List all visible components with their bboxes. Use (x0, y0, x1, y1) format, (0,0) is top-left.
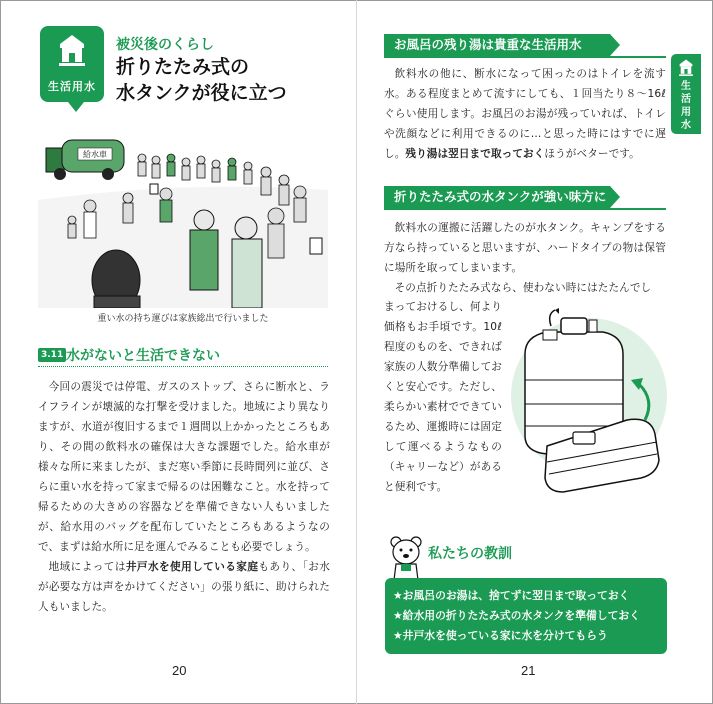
lesson-item: ★給水用の折りたたみ式の水タンクを準備しておく (393, 609, 640, 622)
water-tank-illustration (507, 296, 669, 508)
section-title: 水がないと生活できない (66, 348, 220, 364)
house-icon (678, 59, 694, 77)
heading-bath-water-underline (384, 56, 666, 58)
left-para2-before: 地域によっては (48, 561, 126, 573)
left-para2-after: もあり、「お水が必要な方は声をかけてください」の張り紙に、助けられた人もいました。 (38, 561, 330, 613)
chapter-title (116, 54, 287, 106)
right-paragraph-2: 飲料水の運搬に活躍したのが水タンク。キャンプをする方なら持っていると思いますが、ハードタイプの物は保管に場所を取ってしまいます。 (384, 222, 666, 274)
bear-mascot-icon (388, 534, 424, 582)
left-body-text (38, 377, 330, 617)
right-paragraph-1 (384, 64, 666, 164)
right-paragraph-3-line1: その点折りたたみ式なら、使わない時にはたたんでし (394, 282, 652, 294)
chapter-subtitle: 被災後のくらし (116, 37, 214, 53)
water-line-illustration (38, 120, 328, 308)
lesson-item: ★お風呂のお湯は、捨てずに翌日まで取っておく (393, 589, 630, 602)
chapter-title-line2: 水タンクが役に立つ (116, 82, 287, 104)
right-body-bath (384, 64, 666, 164)
left-para2-bold: 井戸水を使用している家庭 (125, 561, 259, 573)
page-number-right: 21 (521, 663, 536, 678)
heading-folding-tank: 折りたたみ式の水タンクが強い味方に (384, 186, 610, 208)
right-wrapped-text (384, 297, 502, 497)
lesson-header (388, 534, 668, 582)
illustration-caption: 重い水の持ち運びは家族総出で行いました (97, 314, 269, 324)
truck-label: 給水車 (83, 150, 107, 159)
category-badge (40, 26, 104, 102)
lesson-box (385, 578, 667, 654)
section-divider (38, 366, 328, 368)
lesson-item: ★井戸水を使っている家に水を分けてもらう (393, 629, 608, 642)
right-body-tank (384, 218, 666, 298)
left-paragraph-1: 今回の震災では停電、ガスのストップ、さらに断水と、ライフラインが壊滅的な打撃を受けました。地域により異なりますが、水道が復旧するまで１週間以上かかったところもあり、その間の飲料水の確保は大きな課題でした。給水車が様々な所に来ましたが、まだ寒い季節に長時間列に並び、さらに重い水を持って家まで帰るのは困難なこと。水を持って帰るための大きめの容器などを準備できない人もいましたが、給水用のバッグを配布していたところもあるようなので、まずは給水所に足を運んでみることも必要でしょう。 (38, 381, 330, 553)
side-category-tab (671, 54, 701, 134)
right-paragraph-3-rest: まっておけるし、何より価格もお手頃です。10ℓ程度のものを、できれば家族の人数分準備しておくと安心です。ただし、柔らかい素材でできているため、運搬時には固定して運べるようなもの（キャリーなど）があると便利です。 (384, 301, 502, 493)
right-para1-tail: ほうがベターです。 (544, 148, 640, 160)
lesson-title: 私たちの教訓 (428, 546, 512, 562)
right-para1-bold: 残り湯は翌日まで取っておく (405, 148, 545, 160)
section-number: 3.11 (38, 348, 66, 362)
chapter-title-line1: 折りたたみ式の (116, 56, 250, 78)
heading-folding-tank-underline (384, 208, 666, 210)
page-number-left: 20 (172, 663, 187, 678)
book-spine (356, 0, 357, 704)
left-paragraph-2 (38, 557, 330, 617)
section-header (38, 345, 328, 367)
side-tab-label: 生活用水 (681, 81, 691, 131)
house-icon (59, 34, 85, 68)
category-label: 生活用水 (48, 80, 96, 93)
heading-bath-water: お風呂の残り湯は貴重な生活用水 (384, 34, 610, 56)
right-para1-text: 飲料水の他に、断水になって困ったのはトイレを流す水。ある程度まとめて流すにしても、１回当たり８〜16ℓぐらい使用します。お風呂のお湯が残っていれば、トイレや洗顔などに利用できるのに…と思った時にはすでに遅し。 (384, 68, 666, 160)
